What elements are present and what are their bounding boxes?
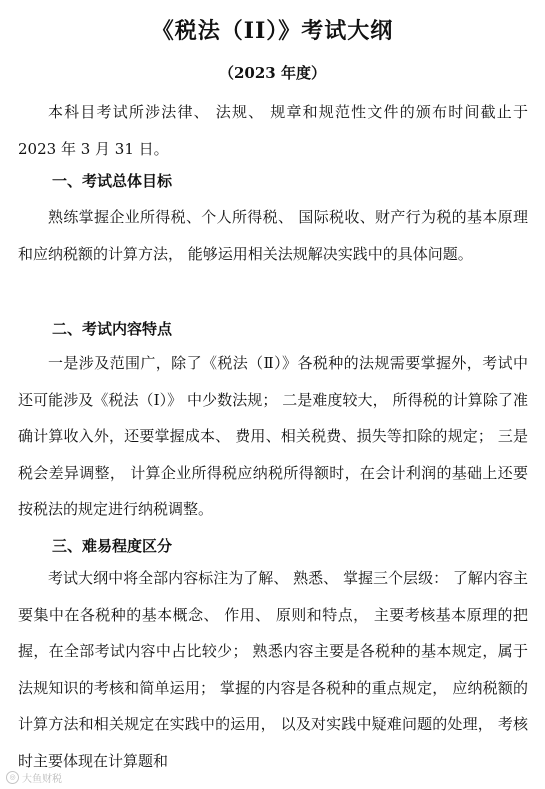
document-title: 《税法（II）》考试大纲: [151, 18, 394, 44]
section-body-objectives: 熟练掌握企业所得税、个人所得税、 国际税收、财产行为税的基本原理和应纳税额的计算方法， 能够运用相关法规解决实践中的具体问题。: [18, 208, 528, 263]
section-heading-objectives: 一、考试总体目标: [52, 172, 173, 190]
document-subtitle: （2023 年度）: [219, 64, 326, 82]
section-body-features: 一是涉及范围广，除了《税法（Ⅱ）》各税种的法规需要掌握外，考试中还可能涉及《税法（Ⅰ）》 中少数法规； 二是难度较大， 所得税的计算除了准确计算收入外，还要掌握成本、 费用、相关税费、损失等扣除的规定； 三是税会差异调整， 计算企业所得税应纳税所得额时，在会计利润的基础上还要按税法的规定进行纳税调整。: [18, 354, 528, 518]
intro-paragraph: 本科目考试所涉法律、 法规、 规章和规范性文件的颁布时间截止于 2023 年 3 月 31 日。: [18, 103, 528, 158]
section-body-difficulty: 考试大纲中将全部内容标注为了解、 熟悉、 掌握三个层级： 了解内容主要集中在各税种的基本概念、 作用、 原则和特点， 主要考核基本原理的把握，在全部考试内容中占比较少； 熟悉内容主要是各税种的基本规定，属于法规知识的考核和简单运用； 掌握的内容是各税种的重点规定， 应纳税额的计算方法和相关规定在实践中的运用， 以及对实践中疑难问题的处理， 考核时主要体现在计算题和: [18, 569, 528, 770]
section-heading-difficulty: 三、难易程度区分: [52, 537, 173, 555]
watermark: [6, 770, 62, 785]
section-heading-features: 二、考试内容特点: [52, 320, 173, 338]
watermark-text: 大鱼财税: [22, 774, 62, 785]
watermark-logo-icon: ◎: [6, 771, 19, 784]
